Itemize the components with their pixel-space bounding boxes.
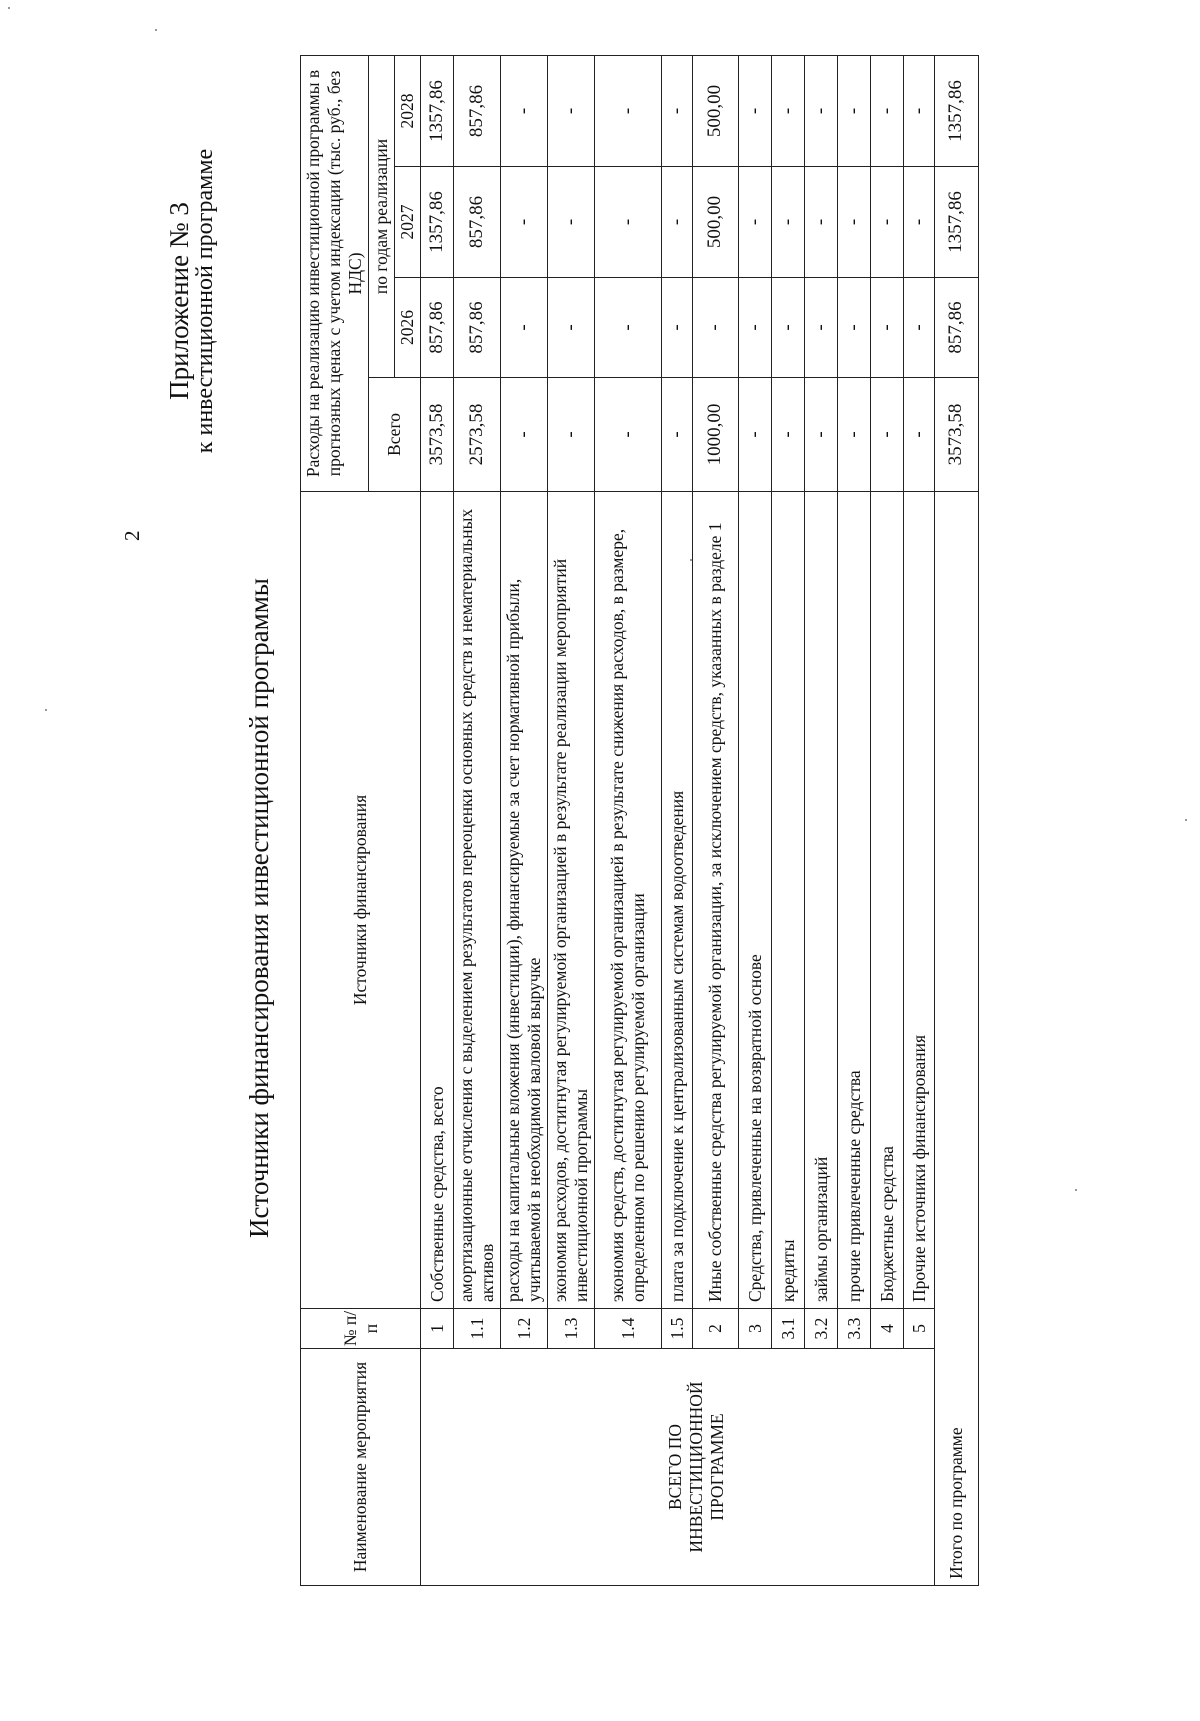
row-total: 1000,00 — [693, 378, 739, 492]
row-total: - — [501, 378, 548, 492]
scan-speck — [1075, 1189, 1077, 1191]
header-by-years: по годам реализации — [369, 56, 395, 378]
row-2027: 1357,86 — [421, 167, 454, 278]
row-source: плата за подключение к централизованным системам водоотведения — [662, 492, 693, 1309]
row-number: 2 — [693, 1309, 739, 1349]
row-2028: - — [548, 56, 595, 167]
row-source: Бюджетные средства — [871, 492, 904, 1309]
row-number: 1 — [421, 1309, 454, 1349]
row-number: 4 — [871, 1309, 904, 1349]
total-row-2026: 857,86 — [935, 278, 979, 378]
row-source: расходы на капитальные вложения (инвестиции), финансируемые за счет нормативной прибыли, учитываемой в необходимой валовой выручке — [501, 492, 548, 1309]
row-2028: - — [501, 56, 548, 167]
row-2026: - — [739, 278, 772, 378]
total-row-label: Итого по программе — [935, 492, 979, 1586]
header-total: Всего — [369, 378, 421, 492]
row-source: Средства, привлеченные на возвратной основе — [739, 492, 772, 1309]
row-2026: - — [595, 278, 662, 378]
event-name-cell: ВСЕГО ПО ИНВЕСТИЦИОННОЙ ПРОГРАММЕ — [421, 1349, 935, 1586]
row-2028: - — [662, 56, 693, 167]
document-title: Источники финансирования инвестиционной программы — [244, 578, 274, 1238]
row-2027: - — [548, 167, 595, 278]
row-source: экономия расходов, достигнутая регулируемой организацией в результате реализации мероприятий инвестиционной программы — [548, 492, 595, 1309]
scan-speck — [155, 29, 157, 31]
row-2026: - — [838, 278, 871, 378]
row-total: - — [595, 378, 662, 492]
row-number: 1.5 — [662, 1309, 693, 1349]
header-expenses: Расходы на реализацию инвестиционной программы в прогнозных ценах с учетом индексации (тыс. руб., без НДС) — [301, 56, 369, 492]
row-number: 1.4 — [595, 1309, 662, 1349]
row-number: 1.3 — [548, 1309, 595, 1349]
row-2026: - — [662, 278, 693, 378]
total-row-total: 3573,58 — [935, 378, 979, 492]
row-2027: - — [595, 167, 662, 278]
total-row — [935, 56, 979, 1586]
row-number: 5 — [904, 1309, 935, 1349]
row-source: экономия средств, достигнутая регулируемой организацией в результате снижения расходов, в размере, определенном по решению регулируемой организации — [595, 492, 662, 1309]
row-number: 1.2 — [501, 1309, 548, 1349]
row-2028: - — [595, 56, 662, 167]
row-2026: 857,86 — [421, 278, 454, 378]
table-body — [421, 56, 935, 1586]
row-2027: - — [772, 167, 805, 278]
row-source: займы организаций — [805, 492, 838, 1309]
row-number: 3 — [739, 1309, 772, 1349]
row-2027: 857,86 — [454, 167, 501, 278]
row-2028: 1357,86 — [421, 56, 454, 167]
row-source: амортизационные отчисления с выделением результатов переоценки основных средств и нематериальных активов — [454, 492, 501, 1309]
row-2027: - — [501, 167, 548, 278]
table-row — [421, 56, 454, 1586]
row-2026: 857,86 — [454, 278, 501, 378]
financing-table — [300, 55, 979, 1586]
appendix-header — [166, 141, 217, 461]
row-2027: - — [838, 167, 871, 278]
appendix-title: Приложение № 3 — [164, 202, 194, 400]
row-2026: - — [871, 278, 904, 378]
row-total: - — [805, 378, 838, 492]
row-source: Иные собственные средства регулируемой организации, за исключением средств, указанных в разделе 1 — [693, 492, 739, 1309]
row-number: 3.3 — [838, 1309, 871, 1349]
header-event-name: Наименование мероприятия — [301, 1349, 421, 1586]
row-total: - — [739, 378, 772, 492]
row-2028: 857,86 — [454, 56, 501, 167]
row-2028: - — [739, 56, 772, 167]
row-number: 3.2 — [805, 1309, 838, 1349]
row-2028: - — [805, 56, 838, 167]
row-2027: - — [904, 167, 935, 278]
appendix-subtitle: к инвестиционной программе — [192, 148, 218, 454]
scan-speck — [1185, 819, 1187, 821]
total-row-2028: 1357,86 — [935, 56, 979, 167]
row-2026: - — [693, 278, 739, 378]
header-number: № п/п — [301, 1309, 421, 1349]
total-row-2027: 1357,86 — [935, 167, 979, 278]
row-2027: 500,00 — [693, 167, 739, 278]
row-total: - — [548, 378, 595, 492]
row-2027: - — [805, 167, 838, 278]
row-2028: - — [772, 56, 805, 167]
row-2028: - — [838, 56, 871, 167]
row-source: кредиты — [772, 492, 805, 1309]
row-2027: - — [871, 167, 904, 278]
row-2026: - — [772, 278, 805, 378]
row-total: - — [772, 378, 805, 492]
scan-speck — [8, 7, 10, 9]
row-total: - — [904, 378, 935, 492]
row-2028: - — [871, 56, 904, 167]
row-2026: - — [805, 278, 838, 378]
scan-speck — [45, 709, 47, 711]
row-number: 1.1 — [454, 1309, 501, 1349]
row-2028: - — [904, 56, 935, 167]
table-header — [301, 56, 421, 1586]
page-number: 2 — [120, 530, 144, 541]
row-number: 3.1 — [772, 1309, 805, 1349]
row-2027: - — [739, 167, 772, 278]
row-2026: - — [904, 278, 935, 378]
row-source: Прочие источники финансирования — [904, 492, 935, 1309]
row-2027: - — [662, 167, 693, 278]
header-sources: Источники финансирования — [301, 492, 421, 1309]
header-year-2027: 2027 — [395, 167, 421, 278]
row-total: 2573,58 — [454, 378, 501, 492]
header-year-2028: 2028 — [395, 56, 421, 167]
row-source: Собственные средства, всего — [421, 492, 454, 1309]
row-total: 3573,58 — [421, 378, 454, 492]
row-2028: 500,00 — [693, 56, 739, 167]
row-total: - — [838, 378, 871, 492]
row-2026: - — [501, 278, 548, 378]
row-source: прочие привлеченные средства — [838, 492, 871, 1309]
row-total: - — [871, 378, 904, 492]
row-total: - — [662, 378, 693, 492]
row-2026: - — [548, 278, 595, 378]
header-year-2026: 2026 — [395, 278, 421, 378]
table-footer — [935, 56, 979, 1586]
